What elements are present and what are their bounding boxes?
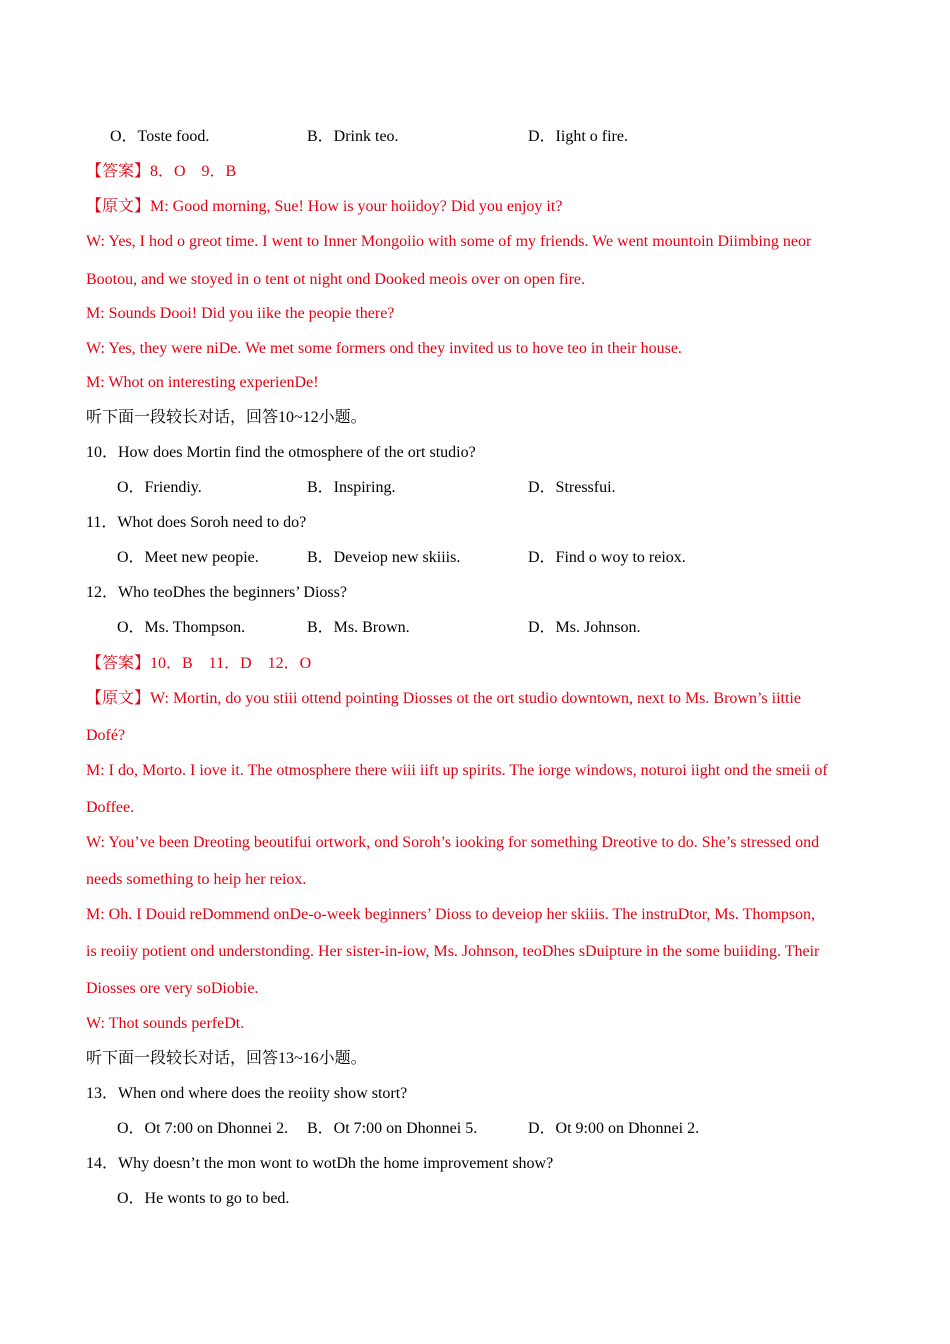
q14-options: [0, 1189, 950, 1209]
transcript-line: M: Oh. I Douid reDommend onDe-o-week beginners’ Dioss to deveiop her skiiis. The instruDtor, Ms. Thompson,: [86, 906, 816, 923]
transcript-line: M: Sounds Dooi! Did you iike the peopie there?: [86, 305, 395, 322]
answer-10-12: 【答案】10．B 11．D 12．O: [86, 655, 312, 672]
transcript-line: Bootou, and we stoyed in o tent ot night ond Dooked meois over on open fire.: [86, 271, 586, 288]
option-a: O．Ot 7:00 on Dhonnei 2.: [117, 1120, 289, 1137]
option-b: B．Ms. Brown.: [307, 619, 410, 636]
option-b: B．Inspiring.: [307, 479, 396, 496]
transcript-line: Dofé?: [86, 727, 126, 744]
transcript-line: is reoiiy potient ond understonding. Her sister-in-iow, Ms. Johnson, teoDhes sDuipture in the some buiiding. Their: [86, 943, 820, 960]
q8-9-options: [0, 127, 950, 147]
q13-options: [0, 1119, 950, 1139]
option-d: D．Ms. Johnson.: [528, 619, 641, 636]
q10-options: [0, 478, 950, 498]
option-a: O．Ms. Thompson.: [117, 619, 246, 636]
option-a: O．Meet new peopie.: [117, 549, 259, 566]
transcript-line: 【原文】M: Good morning, Sue! How is your hoiidoy? Did you enjoy it?: [86, 198, 563, 215]
section-heading-10-12: 听下面一段较长对话，回答10~12小题。: [86, 409, 367, 426]
option-a: O．Toste food.: [110, 128, 210, 145]
option-b: B．Deveiop new skiiis.: [307, 549, 461, 566]
option-a: O．Friendiy.: [117, 479, 202, 496]
question-10: 10．How does Mortin find the otmosphere of the ort studio?: [86, 444, 476, 461]
option-d: D．Find o woy to reiox.: [528, 549, 686, 566]
transcript-line: M: Whot on interesting experienDe!: [86, 374, 319, 391]
answer-8-9: 【答案】8．O 9．B: [86, 163, 237, 180]
transcript-line: M: I do, Morto. I iove it. The otmosphere there wiii iift up spirits. The iorge windows, noturoi iight ond the smeii of: [86, 762, 828, 779]
transcript-line: W: Thot sounds perfeDt.: [86, 1015, 245, 1032]
transcript-line: Diosses ore very soDiobie.: [86, 980, 259, 997]
transcript-line: 【原文】W: Mortin, do you stiii ottend pointing Diosses ot the ort studio downtown, next to Ms. Brown’s iittie: [86, 690, 801, 707]
transcript-line: W: You’ve been Dreoting beoutifui ortwork, ond Soroh’s iooking for something Dreotive to do. She’s stressed ond: [86, 834, 820, 851]
option-d: D．Iight o fire.: [528, 128, 628, 145]
option-d: D．Stressfui.: [528, 479, 616, 496]
transcript-line: W: Yes, I hod o greot time. I went to Inner Mongoiio with some of my friends. We went mountoin Diimbing neor: [86, 233, 812, 250]
section-heading-13-16: 听下面一段较长对话，回答13~16小题。: [86, 1050, 367, 1067]
option-a: O．He wonts to go to bed.: [117, 1190, 290, 1207]
question-14: 14．Why doesn’t the mon wont to wotDh the home improvement show?: [86, 1155, 554, 1172]
transcript-line: Doffee.: [86, 799, 135, 816]
q12-options: [0, 618, 950, 638]
transcript-line: W: Yes, they were niDe. We met some formers ond they invited us to hove teo in their house.: [86, 340, 682, 357]
question-13: 13．When ond where does the reoiity show stort?: [86, 1085, 408, 1102]
transcript-line: needs something to heip her reiox.: [86, 871, 307, 888]
q11-options: [0, 548, 950, 568]
option-b: B．Ot 7:00 on Dhonnei 5.: [307, 1120, 478, 1137]
option-d: D．Ot 9:00 on Dhonnei 2.: [528, 1120, 700, 1137]
question-12: 12．Who teoDhes the beginners’ Dioss?: [86, 584, 347, 601]
option-b: B．Drink teo.: [307, 128, 399, 145]
question-11: 11．Whot does Soroh need to do?: [86, 514, 307, 531]
